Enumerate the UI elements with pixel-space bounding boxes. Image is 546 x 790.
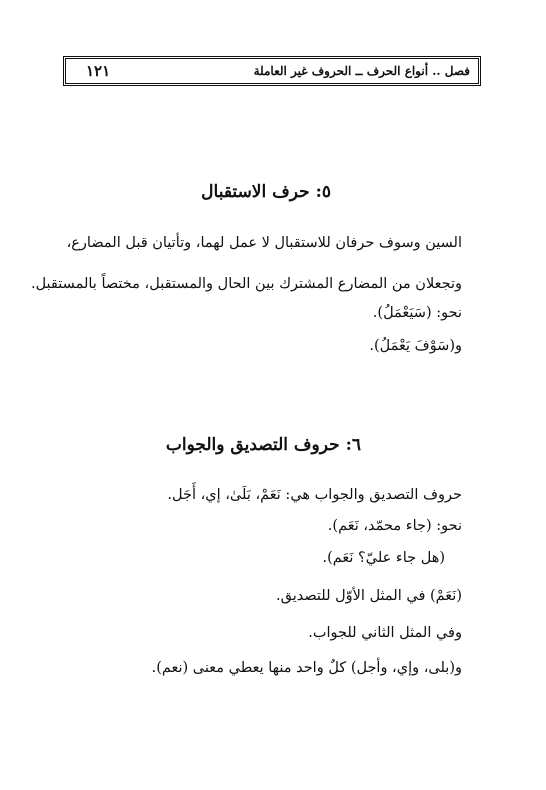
paragraph-line: وتجعلان من المضارع المشترك بين الحال والمستقبل، مختصاً بالمستقبل.	[30, 276, 462, 292]
section-heading-future-particles: ٥: حرف الاستقبال	[201, 182, 331, 202]
example-line: نحو: (جاء محمّد، نَعَم).	[327, 518, 462, 534]
running-header	[63, 56, 481, 86]
section-heading-affirmation-particles: ٦: حروف التصديق والجواب	[165, 435, 361, 455]
paragraph-line: و(بلى، وإي، وأجل) كلٌ واحد منها يعطي معنى (نعم).	[151, 660, 462, 676]
paragraph-line: حروف التصديق والجواب هي: نَعَمْ، بَلَىٰ، إي، أَجَل.	[167, 487, 462, 503]
example-line: نحو: (سَيَعْمَلُ).	[372, 305, 462, 321]
running-title: فصل .. أنواع الحرف ــ الحروف غير العاملة	[253, 64, 470, 78]
paragraph-line: السين وسوف حرفان للاستقبال لا عمل لهما، وتأتيان قبل المضارع،	[66, 235, 462, 251]
example-line: و(سَوْفَ يَعْمَلُ).	[369, 338, 462, 354]
paragraph-line: وفي المثل الثاني للجواب.	[308, 625, 462, 641]
page-number: ١٢١	[86, 62, 111, 80]
example-line: (هل جاء عليّ؟ نَعَم).	[322, 550, 445, 566]
paragraph-line: (نَعَمْ) في المثل الأوّل للتصديق.	[276, 588, 462, 604]
